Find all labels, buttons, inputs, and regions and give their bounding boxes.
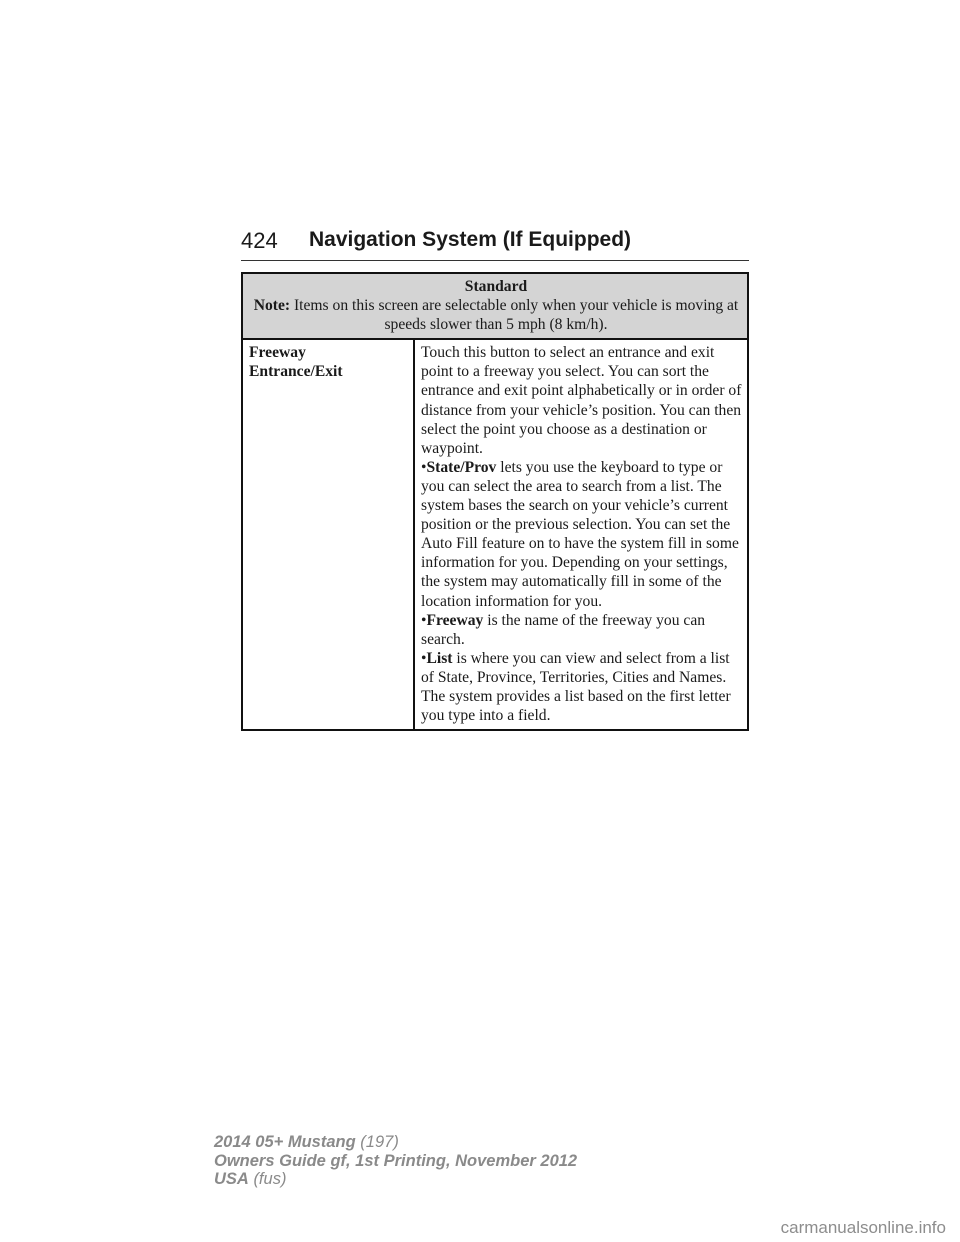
row-description-cell bbox=[414, 339, 748, 730]
note-label: Note: bbox=[253, 297, 291, 315]
note-text: Items on this screen are selectable only when your vehicle is moving at speeds slower than 5 mph (8 km/h). bbox=[293, 297, 739, 334]
bullet-item bbox=[421, 649, 743, 725]
footer-page-ref: (197) bbox=[360, 1133, 399, 1151]
bullet-text: lets you use the keyboard to type or you can select the area to search from a list. The system bases the search on your vehicle’s current position or the previous selection. You can set the Auto Fill feature on to have the system fill in some information for you. Depending on your settings, the system may automatically fill in some of the location information for you. bbox=[421, 458, 739, 610]
table-note bbox=[249, 296, 743, 334]
bullet-term: List bbox=[426, 649, 453, 667]
page-header bbox=[241, 224, 749, 261]
row-label-line1: Freeway bbox=[249, 344, 306, 362]
footer-line1 bbox=[214, 1133, 577, 1152]
bullet-icon: • bbox=[421, 611, 427, 629]
bullet-text: is the name of the freeway you can search. bbox=[421, 611, 706, 648]
bullet-icon: • bbox=[421, 649, 427, 667]
row-label-line2: Entrance/Exit bbox=[249, 363, 343, 381]
page-footer bbox=[214, 1133, 577, 1189]
bullet-item bbox=[421, 611, 743, 649]
table-heading: Standard bbox=[464, 278, 528, 295]
footer-market: USA bbox=[214, 1170, 249, 1188]
row-label-cell bbox=[242, 339, 414, 730]
freeway-options-table bbox=[241, 272, 749, 731]
row-intro: Touch this button to select an entrance and exit point to a freeway you select. You can sort the entrance and exit point alphabetically or in order of distance from your vehicle’s position. You can then select the point you choose as a destination or waypoint. bbox=[421, 344, 742, 457]
bullet-term: Freeway bbox=[426, 611, 484, 629]
page-number: 424 bbox=[241, 228, 278, 253]
bullet-item bbox=[421, 458, 743, 611]
table-row bbox=[242, 339, 748, 730]
bullet-text: is where you can view and select from a list of State, Province, Territories, Cities and Names. The system provides a list based on the first letter you type into a field. bbox=[421, 649, 731, 725]
bullet-term: State/Prov bbox=[426, 458, 497, 476]
watermark-link[interactable]: carmanualsonline.info bbox=[780, 1218, 946, 1237]
footer-line3 bbox=[214, 1170, 577, 1189]
table-header-row bbox=[242, 273, 748, 339]
footer-market-code: (fus) bbox=[253, 1170, 287, 1188]
bullet-icon: • bbox=[421, 458, 427, 476]
footer-model: 2014 05+ Mustang bbox=[214, 1133, 356, 1151]
section-title: Navigation System (If Equipped) bbox=[309, 228, 632, 251]
table-header-cell bbox=[242, 273, 748, 339]
footer-line2: Owners Guide gf, 1st Printing, November 2012 bbox=[214, 1151, 578, 1170]
